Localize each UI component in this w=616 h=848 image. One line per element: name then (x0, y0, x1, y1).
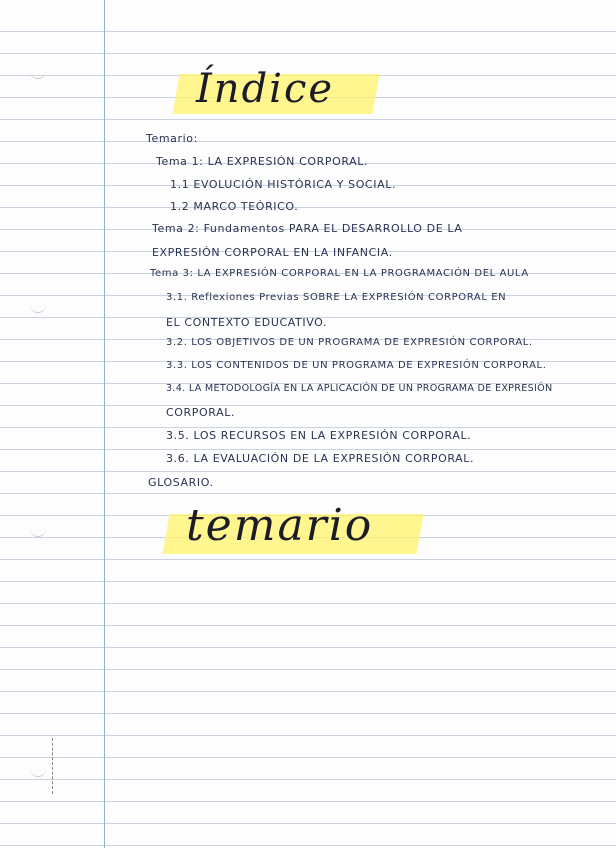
index-line: 3.6. LA EVALUACIÓN DE LA EXPRESIÓN CORPORAL. (166, 452, 475, 465)
index-line: 1.2 MARCO TEÓRICO. (170, 200, 299, 213)
section-heading: temario (186, 500, 374, 551)
index-line: 3.3. LOS CONTENIDOS DE UN PROGRAMA DE EXPRESIÓN CORPORAL. (166, 360, 547, 371)
index-line: CORPORAL. (166, 406, 236, 419)
index-line: Tema 2: Fundamentos PARA EL DESARROLLO DE LA (152, 222, 463, 235)
margin-line (104, 0, 105, 848)
index-line: GLOSARIO. (148, 476, 214, 489)
index-line: 3.2. LOS OBJETIVOS DE UN PROGRAMA DE EXPRESIÓN CORPORAL. (166, 337, 533, 348)
index-line: 3.5. LOS RECURSOS EN LA EXPRESIÓN CORPORAL. (166, 429, 472, 442)
punch-hole (30, 300, 46, 313)
index-line: Tema 3: LA EXPRESIÓN CORPORAL EN LA PROGRAMACIÓN DEL AULA (150, 268, 529, 279)
edge-mark (52, 738, 54, 794)
index-line: EXPRESIÓN CORPORAL EN LA INFANCIA. (152, 246, 393, 259)
page-title: Índice (196, 66, 335, 112)
index-line: EL CONTEXTO EDUCATIVO. (166, 316, 328, 329)
index-line: Temario: (146, 132, 198, 145)
index-line: Tema 1: LA EXPRESIÓN CORPORAL. (156, 155, 369, 168)
punch-hole (30, 524, 46, 537)
punch-hole (30, 66, 46, 79)
index-line: 3.4. LA METODOLOGÍA EN LA APLICACIÓN DE UN PROGRAMA DE EXPRESIÓN (166, 383, 553, 394)
punch-hole (30, 764, 46, 777)
index-line: 3.1. Reflexiones Previas SOBRE LA EXPRESIÓN CORPORAL EN (166, 292, 507, 303)
index-line: 1.1 EVOLUCIÓN HISTÓRICA Y SOCIAL. (170, 178, 397, 191)
